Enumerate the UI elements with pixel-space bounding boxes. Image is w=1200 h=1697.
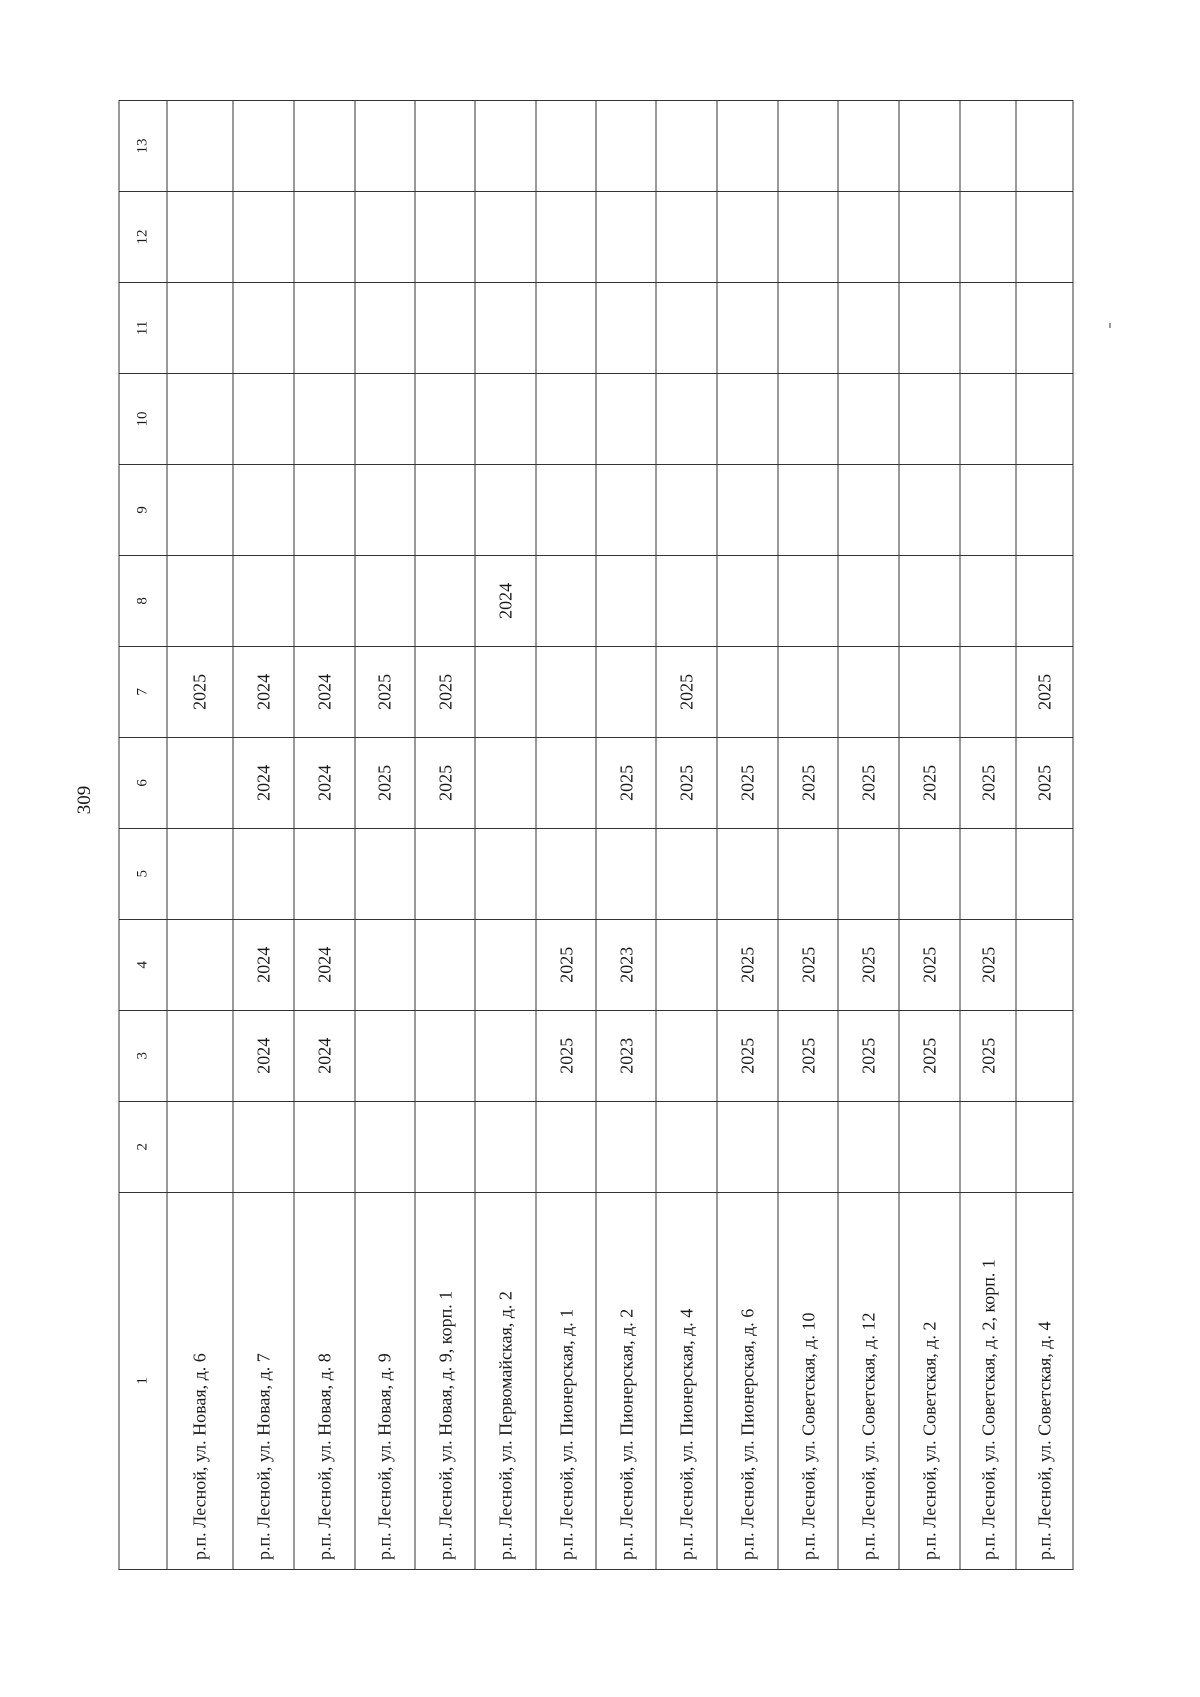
year-cell-col-7: 2025 bbox=[354, 646, 415, 737]
year-cell-col-11 bbox=[656, 282, 717, 373]
year-cell-col-7 bbox=[838, 646, 899, 737]
year-cell-col-8 bbox=[777, 555, 838, 646]
year-cell-col-9 bbox=[899, 464, 960, 555]
year-cell-col-13 bbox=[656, 101, 717, 192]
year-cell-col-12 bbox=[838, 192, 899, 283]
address-cell: р.п. Лесной, ул. Новая, д. 8 bbox=[293, 1192, 354, 1569]
table-body bbox=[119, 101, 1073, 1570]
year-cell-col-6: 2025 bbox=[415, 737, 475, 828]
year-cell-col-13 bbox=[166, 101, 232, 192]
year-cell-col-6: 2025 bbox=[656, 737, 717, 828]
year-cell-col-9 bbox=[959, 464, 1015, 555]
year-cell-col-12 bbox=[535, 192, 596, 283]
year-cell-col-5 bbox=[596, 828, 656, 919]
year-cell-col-2 bbox=[777, 1101, 838, 1192]
year-cell-col-6: 2025 bbox=[354, 737, 415, 828]
year-cell-col-9 bbox=[166, 464, 232, 555]
year-cell-col-5 bbox=[233, 828, 294, 919]
year-cell-col-2 bbox=[354, 1101, 415, 1192]
year-cell-col-12 bbox=[716, 192, 777, 283]
year-cell-col-2 bbox=[474, 1101, 535, 1192]
year-cell-col-7 bbox=[777, 646, 838, 737]
year-cell-col-5 bbox=[535, 828, 596, 919]
year-cell-col-7 bbox=[716, 646, 777, 737]
year-cell-col-3: 2024 bbox=[233, 1010, 294, 1101]
year-cell-col-3: 2023 bbox=[596, 1010, 656, 1101]
year-cell-col-13 bbox=[233, 101, 294, 192]
year-cell-col-2 bbox=[293, 1101, 354, 1192]
year-cell-col-8 bbox=[1016, 555, 1073, 646]
year-cell-col-9 bbox=[474, 464, 535, 555]
year-cell-col-10 bbox=[1016, 373, 1073, 464]
year-cell-col-12 bbox=[166, 192, 232, 283]
table-container bbox=[118, 100, 1073, 1570]
year-cell-col-12 bbox=[415, 192, 475, 283]
year-cell-col-5 bbox=[959, 828, 1015, 919]
year-cell-col-5 bbox=[899, 828, 960, 919]
year-cell-col-7: 2024 bbox=[293, 646, 354, 737]
year-cell-col-2 bbox=[233, 1101, 294, 1192]
year-cell-col-8: 2024 bbox=[474, 555, 535, 646]
year-cell-col-3: 2025 bbox=[838, 1010, 899, 1101]
year-cell-col-11 bbox=[596, 282, 656, 373]
year-cell-col-12 bbox=[959, 192, 1015, 283]
year-cell-col-8 bbox=[415, 555, 475, 646]
year-cell-col-5 bbox=[474, 828, 535, 919]
year-cell-col-11 bbox=[474, 282, 535, 373]
year-cell-col-13 bbox=[899, 101, 960, 192]
year-cell-col-11 bbox=[777, 282, 838, 373]
year-cell-col-12 bbox=[656, 192, 717, 283]
year-cell-col-6: 2025 bbox=[596, 737, 656, 828]
year-cell-col-7: 2025 bbox=[166, 646, 232, 737]
address-cell: р.п. Лесной, ул. Первомайская, д. 2 bbox=[474, 1192, 535, 1569]
year-cell-col-2 bbox=[656, 1101, 717, 1192]
column-header-6: 6 bbox=[119, 737, 167, 828]
year-cell-col-2 bbox=[535, 1101, 596, 1192]
year-cell-col-10 bbox=[656, 373, 717, 464]
year-cell-col-13 bbox=[838, 101, 899, 192]
year-cell-col-9 bbox=[1016, 464, 1073, 555]
year-cell-col-6: 2025 bbox=[959, 737, 1015, 828]
year-cell-col-7 bbox=[596, 646, 656, 737]
year-cell-col-11 bbox=[535, 282, 596, 373]
year-cell-col-4 bbox=[1016, 919, 1073, 1010]
year-cell-col-8 bbox=[838, 555, 899, 646]
year-cell-col-7 bbox=[474, 646, 535, 737]
table-row bbox=[474, 101, 535, 1570]
year-cell-col-9 bbox=[535, 464, 596, 555]
year-cell-col-3: 2025 bbox=[899, 1010, 960, 1101]
year-cell-col-13 bbox=[959, 101, 1015, 192]
year-cell-col-10 bbox=[474, 373, 535, 464]
year-cell-col-3 bbox=[354, 1010, 415, 1101]
year-cell-col-3 bbox=[474, 1010, 535, 1101]
year-cell-col-7 bbox=[535, 646, 596, 737]
year-cell-col-5 bbox=[166, 828, 232, 919]
year-cell-col-2 bbox=[166, 1101, 232, 1192]
year-cell-col-12 bbox=[293, 192, 354, 283]
year-cell-col-5 bbox=[354, 828, 415, 919]
year-cell-col-4 bbox=[166, 919, 232, 1010]
year-cell-col-4: 2025 bbox=[777, 919, 838, 1010]
year-cell-col-4: 2025 bbox=[535, 919, 596, 1010]
address-cell: р.п. Лесной, ул. Советская, д. 10 bbox=[777, 1192, 838, 1569]
year-cell-col-8 bbox=[293, 555, 354, 646]
table-row bbox=[415, 101, 475, 1570]
year-cell-col-13 bbox=[716, 101, 777, 192]
column-header-5: 5 bbox=[119, 828, 167, 919]
year-cell-col-3 bbox=[656, 1010, 717, 1101]
year-cell-col-11 bbox=[716, 282, 777, 373]
year-cell-col-6: 2025 bbox=[1016, 737, 1073, 828]
column-header-13: 13 bbox=[119, 101, 167, 192]
year-cell-col-8 bbox=[899, 555, 960, 646]
year-cell-col-11 bbox=[838, 282, 899, 373]
year-cell-col-11 bbox=[233, 282, 294, 373]
year-cell-col-6: 2025 bbox=[716, 737, 777, 828]
year-cell-col-3: 2025 bbox=[535, 1010, 596, 1101]
year-cell-col-11 bbox=[899, 282, 960, 373]
year-cell-col-6 bbox=[474, 737, 535, 828]
year-cell-col-4: 2025 bbox=[716, 919, 777, 1010]
year-cell-col-2 bbox=[716, 1101, 777, 1192]
year-cell-col-11 bbox=[354, 282, 415, 373]
year-cell-col-10 bbox=[838, 373, 899, 464]
year-cell-col-10 bbox=[596, 373, 656, 464]
year-cell-col-4 bbox=[656, 919, 717, 1010]
year-cell-col-10 bbox=[777, 373, 838, 464]
address-cell: р.п. Лесной, ул. Советская, д. 2, корп. 1 bbox=[959, 1192, 1015, 1569]
year-cell-col-12 bbox=[1016, 192, 1073, 283]
column-header-1: 1 bbox=[119, 1192, 167, 1569]
year-cell-col-3 bbox=[166, 1010, 232, 1101]
year-cell-col-3: 2025 bbox=[777, 1010, 838, 1101]
year-cell-col-9 bbox=[354, 464, 415, 555]
year-cell-col-9 bbox=[233, 464, 294, 555]
year-cell-col-10 bbox=[535, 373, 596, 464]
table-row bbox=[1016, 101, 1073, 1570]
year-cell-col-8 bbox=[535, 555, 596, 646]
year-cell-col-13 bbox=[354, 101, 415, 192]
year-cell-col-10 bbox=[166, 373, 232, 464]
address-cell: р.п. Лесной, ул. Новая, д. 9, корп. 1 bbox=[415, 1192, 475, 1569]
address-cell: р.п. Лесной, ул. Советская, д. 4 bbox=[1016, 1192, 1073, 1569]
table-row bbox=[535, 101, 596, 1570]
year-cell-col-9 bbox=[415, 464, 475, 555]
year-cell-col-12 bbox=[777, 192, 838, 283]
year-cell-col-12 bbox=[474, 192, 535, 283]
year-cell-col-2 bbox=[1016, 1101, 1073, 1192]
year-cell-col-12 bbox=[899, 192, 960, 283]
year-cell-col-7 bbox=[959, 646, 1015, 737]
address-cell: р.п. Лесной, ул. Новая, д. 9 bbox=[354, 1192, 415, 1569]
address-cell: р.п. Лесной, ул. Советская, д. 2 bbox=[899, 1192, 960, 1569]
year-cell-col-6 bbox=[166, 737, 232, 828]
column-header-9: 9 bbox=[119, 464, 167, 555]
column-header-11: 11 bbox=[119, 282, 167, 373]
year-cell-col-6: 2025 bbox=[838, 737, 899, 828]
year-cell-col-9 bbox=[777, 464, 838, 555]
year-cell-col-10 bbox=[233, 373, 294, 464]
column-header-10: 10 bbox=[119, 373, 167, 464]
column-header-8: 8 bbox=[119, 555, 167, 646]
year-cell-col-9 bbox=[716, 464, 777, 555]
table-row bbox=[233, 101, 294, 1570]
year-cell-col-3 bbox=[415, 1010, 475, 1101]
year-cell-col-8 bbox=[656, 555, 717, 646]
year-cell-col-12 bbox=[233, 192, 294, 283]
year-cell-col-11 bbox=[959, 282, 1015, 373]
table-row bbox=[959, 101, 1015, 1570]
year-cell-col-6: 2025 bbox=[899, 737, 960, 828]
year-cell-col-10 bbox=[415, 373, 475, 464]
year-cell-col-4: 2025 bbox=[959, 919, 1015, 1010]
year-cell-col-11 bbox=[1016, 282, 1073, 373]
year-cell-col-10 bbox=[293, 373, 354, 464]
year-cell-col-7 bbox=[899, 646, 960, 737]
year-cell-col-4 bbox=[354, 919, 415, 1010]
year-cell-col-12 bbox=[354, 192, 415, 283]
year-cell-col-10 bbox=[354, 373, 415, 464]
address-cell: р.п. Лесной, ул. Советская, д. 12 bbox=[838, 1192, 899, 1569]
year-cell-col-3: 2024 bbox=[293, 1010, 354, 1101]
year-cell-col-2 bbox=[959, 1101, 1015, 1192]
year-cell-col-7: 2025 bbox=[1016, 646, 1073, 737]
table-row bbox=[899, 101, 960, 1570]
year-cell-col-3 bbox=[1016, 1010, 1073, 1101]
year-cell-col-2 bbox=[899, 1101, 960, 1192]
year-cell-col-6 bbox=[535, 737, 596, 828]
year-cell-col-8 bbox=[716, 555, 777, 646]
column-header-12: 12 bbox=[119, 192, 167, 283]
year-cell-col-4 bbox=[415, 919, 475, 1010]
year-cell-col-7: 2024 bbox=[233, 646, 294, 737]
year-cell-col-8 bbox=[166, 555, 232, 646]
year-cell-col-3: 2025 bbox=[959, 1010, 1015, 1101]
year-cell-col-13 bbox=[415, 101, 475, 192]
year-cell-col-13 bbox=[596, 101, 656, 192]
year-cell-col-2 bbox=[415, 1101, 475, 1192]
table-row bbox=[293, 101, 354, 1570]
year-cell-col-8 bbox=[596, 555, 656, 646]
year-cell-col-8 bbox=[233, 555, 294, 646]
year-cell-col-10 bbox=[716, 373, 777, 464]
table-row bbox=[838, 101, 899, 1570]
year-cell-col-4: 2023 bbox=[596, 919, 656, 1010]
table-row bbox=[716, 101, 777, 1570]
year-cell-col-5 bbox=[1016, 828, 1073, 919]
year-cell-col-13 bbox=[535, 101, 596, 192]
year-cell-col-7: 2025 bbox=[415, 646, 475, 737]
year-cell-col-5 bbox=[838, 828, 899, 919]
year-cell-col-11 bbox=[293, 282, 354, 373]
year-cell-col-5 bbox=[716, 828, 777, 919]
year-cell-col-5 bbox=[656, 828, 717, 919]
year-cell-col-9 bbox=[838, 464, 899, 555]
address-cell: р.п. Лесной, ул. Пионерская, д. 6 bbox=[716, 1192, 777, 1569]
address-cell: р.п. Лесной, ул. Новая, д. 6 bbox=[166, 1192, 232, 1569]
year-cell-col-2 bbox=[838, 1101, 899, 1192]
year-cell-col-4: 2024 bbox=[233, 919, 294, 1010]
table-row bbox=[166, 101, 232, 1570]
address-cell: р.п. Лесной, ул. Пионерская, д. 1 bbox=[535, 1192, 596, 1569]
year-cell-col-13 bbox=[777, 101, 838, 192]
year-cell-col-5 bbox=[293, 828, 354, 919]
year-cell-col-9 bbox=[293, 464, 354, 555]
year-cell-col-2 bbox=[596, 1101, 656, 1192]
year-cell-col-13 bbox=[293, 101, 354, 192]
page-number: 309 bbox=[74, 785, 95, 815]
year-cell-col-11 bbox=[415, 282, 475, 373]
schedule-table bbox=[118, 100, 1073, 1570]
year-cell-col-13 bbox=[474, 101, 535, 192]
year-cell-col-12 bbox=[596, 192, 656, 283]
year-cell-col-5 bbox=[777, 828, 838, 919]
table-row bbox=[596, 101, 656, 1570]
year-cell-col-4: 2025 bbox=[838, 919, 899, 1010]
scan-speck bbox=[1109, 323, 1111, 328]
table-row bbox=[777, 101, 838, 1570]
year-cell-col-4: 2024 bbox=[293, 919, 354, 1010]
address-cell: р.п. Лесной, ул. Новая, д. 7 bbox=[233, 1192, 294, 1569]
year-cell-col-5 bbox=[415, 828, 475, 919]
year-cell-col-7: 2025 bbox=[656, 646, 717, 737]
year-cell-col-4 bbox=[474, 919, 535, 1010]
year-cell-col-6: 2024 bbox=[233, 737, 294, 828]
column-header-2: 2 bbox=[119, 1101, 167, 1192]
year-cell-col-3: 2025 bbox=[716, 1010, 777, 1101]
table-row bbox=[354, 101, 415, 1570]
year-cell-col-8 bbox=[354, 555, 415, 646]
year-cell-col-6: 2024 bbox=[293, 737, 354, 828]
year-cell-col-13 bbox=[1016, 101, 1073, 192]
year-cell-col-8 bbox=[959, 555, 1015, 646]
column-header-7: 7 bbox=[119, 646, 167, 737]
year-cell-col-9 bbox=[656, 464, 717, 555]
address-cell: р.п. Лесной, ул. Пионерская, д. 4 bbox=[656, 1192, 717, 1569]
column-header-4: 4 bbox=[119, 919, 167, 1010]
table-header-row bbox=[119, 101, 167, 1570]
year-cell-col-4: 2025 bbox=[899, 919, 960, 1010]
table-row bbox=[656, 101, 717, 1570]
year-cell-col-11 bbox=[166, 282, 232, 373]
year-cell-col-10 bbox=[899, 373, 960, 464]
address-cell: р.п. Лесной, ул. Пионерская, д. 2 bbox=[596, 1192, 656, 1569]
year-cell-col-9 bbox=[596, 464, 656, 555]
year-cell-col-10 bbox=[959, 373, 1015, 464]
column-header-3: 3 bbox=[119, 1010, 167, 1101]
year-cell-col-6: 2025 bbox=[777, 737, 838, 828]
